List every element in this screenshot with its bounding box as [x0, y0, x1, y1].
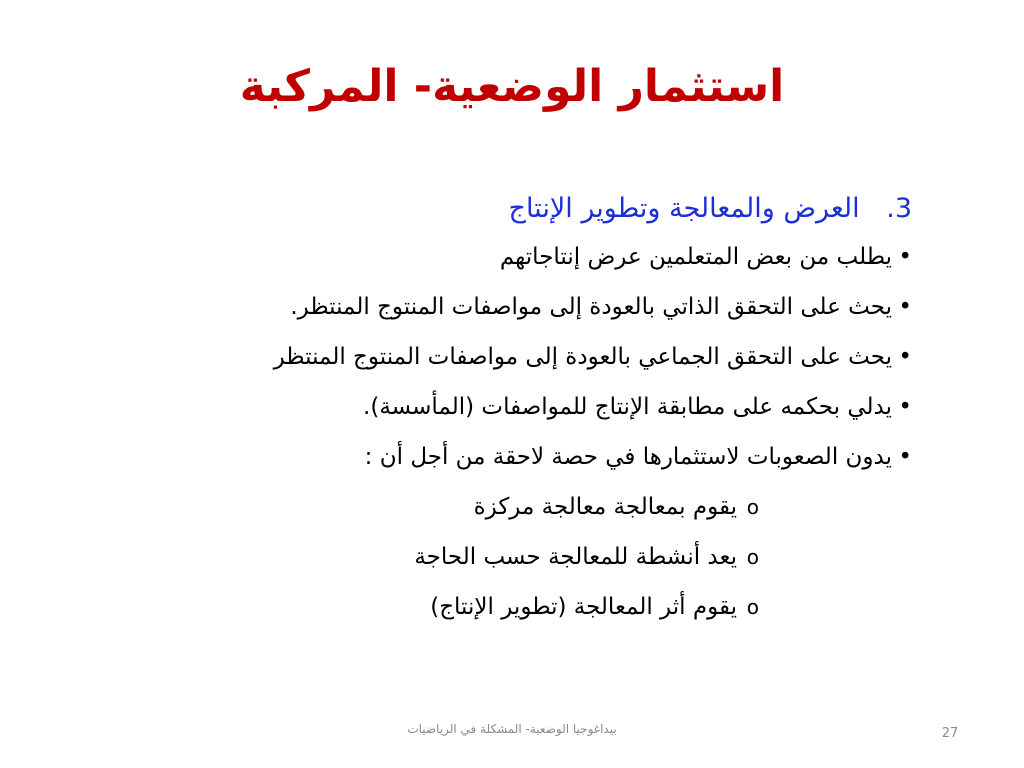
bullet-icon: •	[898, 294, 912, 320]
bullet-item	[122, 232, 912, 282]
sub-bullet-text: يعد أنشطة للمعالجة حسب الحاجة	[414, 544, 737, 570]
circle-bullet-icon: o	[746, 495, 759, 519]
bullet-icon: •	[898, 344, 912, 370]
bullet-item	[122, 332, 912, 382]
bullet-item	[122, 282, 912, 332]
bullet-item	[122, 382, 912, 432]
bullet-text: يدون الصعوبات لاستثمارها في حصة لاحقة من أجل أن :	[364, 444, 892, 470]
bullet-icon: •	[898, 444, 912, 470]
page-number: 27	[941, 726, 959, 741]
section-number: 3.	[886, 193, 912, 224]
slide-title: استثمار الوضعية- المركبة	[239, 61, 785, 112]
bullet-item	[122, 432, 912, 482]
section-heading-text: العرض والمعالجة وتطوير الإنتاج	[508, 193, 860, 224]
section-heading	[122, 186, 912, 232]
bullet-icon: •	[898, 244, 912, 270]
bullet-text: يطلب من بعض المتعلمين عرض إنتاجاتهم	[499, 244, 892, 270]
circle-bullet-icon: o	[746, 595, 759, 619]
bullet-text: يدلي بحكمه على مطابقة الإنتاج للمواصفات (المأسسة).	[363, 394, 892, 420]
circle-bullet-icon: o	[746, 545, 759, 569]
bullet-text: يحث على التحقق الذاتي بالعودة إلى مواصفات المنتوج المنتظر.	[290, 294, 892, 320]
sub-bullet-text: يقوم أثر المعالجة (تطوير الإنتاج)	[430, 594, 737, 620]
sub-bullet-text: يقوم بمعالجة معالجة مركزة	[473, 494, 737, 520]
slide-content	[122, 186, 912, 632]
sub-bullet-item	[122, 482, 912, 532]
bullet-text: يحث على التحقق الجماعي بالعودة إلى مواصفات المنتوج المنتظر	[273, 344, 892, 370]
sub-bullet-item	[122, 582, 912, 632]
bullet-icon: •	[898, 394, 912, 420]
bullet-list	[122, 232, 912, 482]
footer-text: بيداغوجيا الوضعية- المشكلة في الرياضيات	[407, 722, 617, 736]
sub-bullet-list	[122, 482, 912, 632]
sub-bullet-item	[122, 532, 912, 582]
